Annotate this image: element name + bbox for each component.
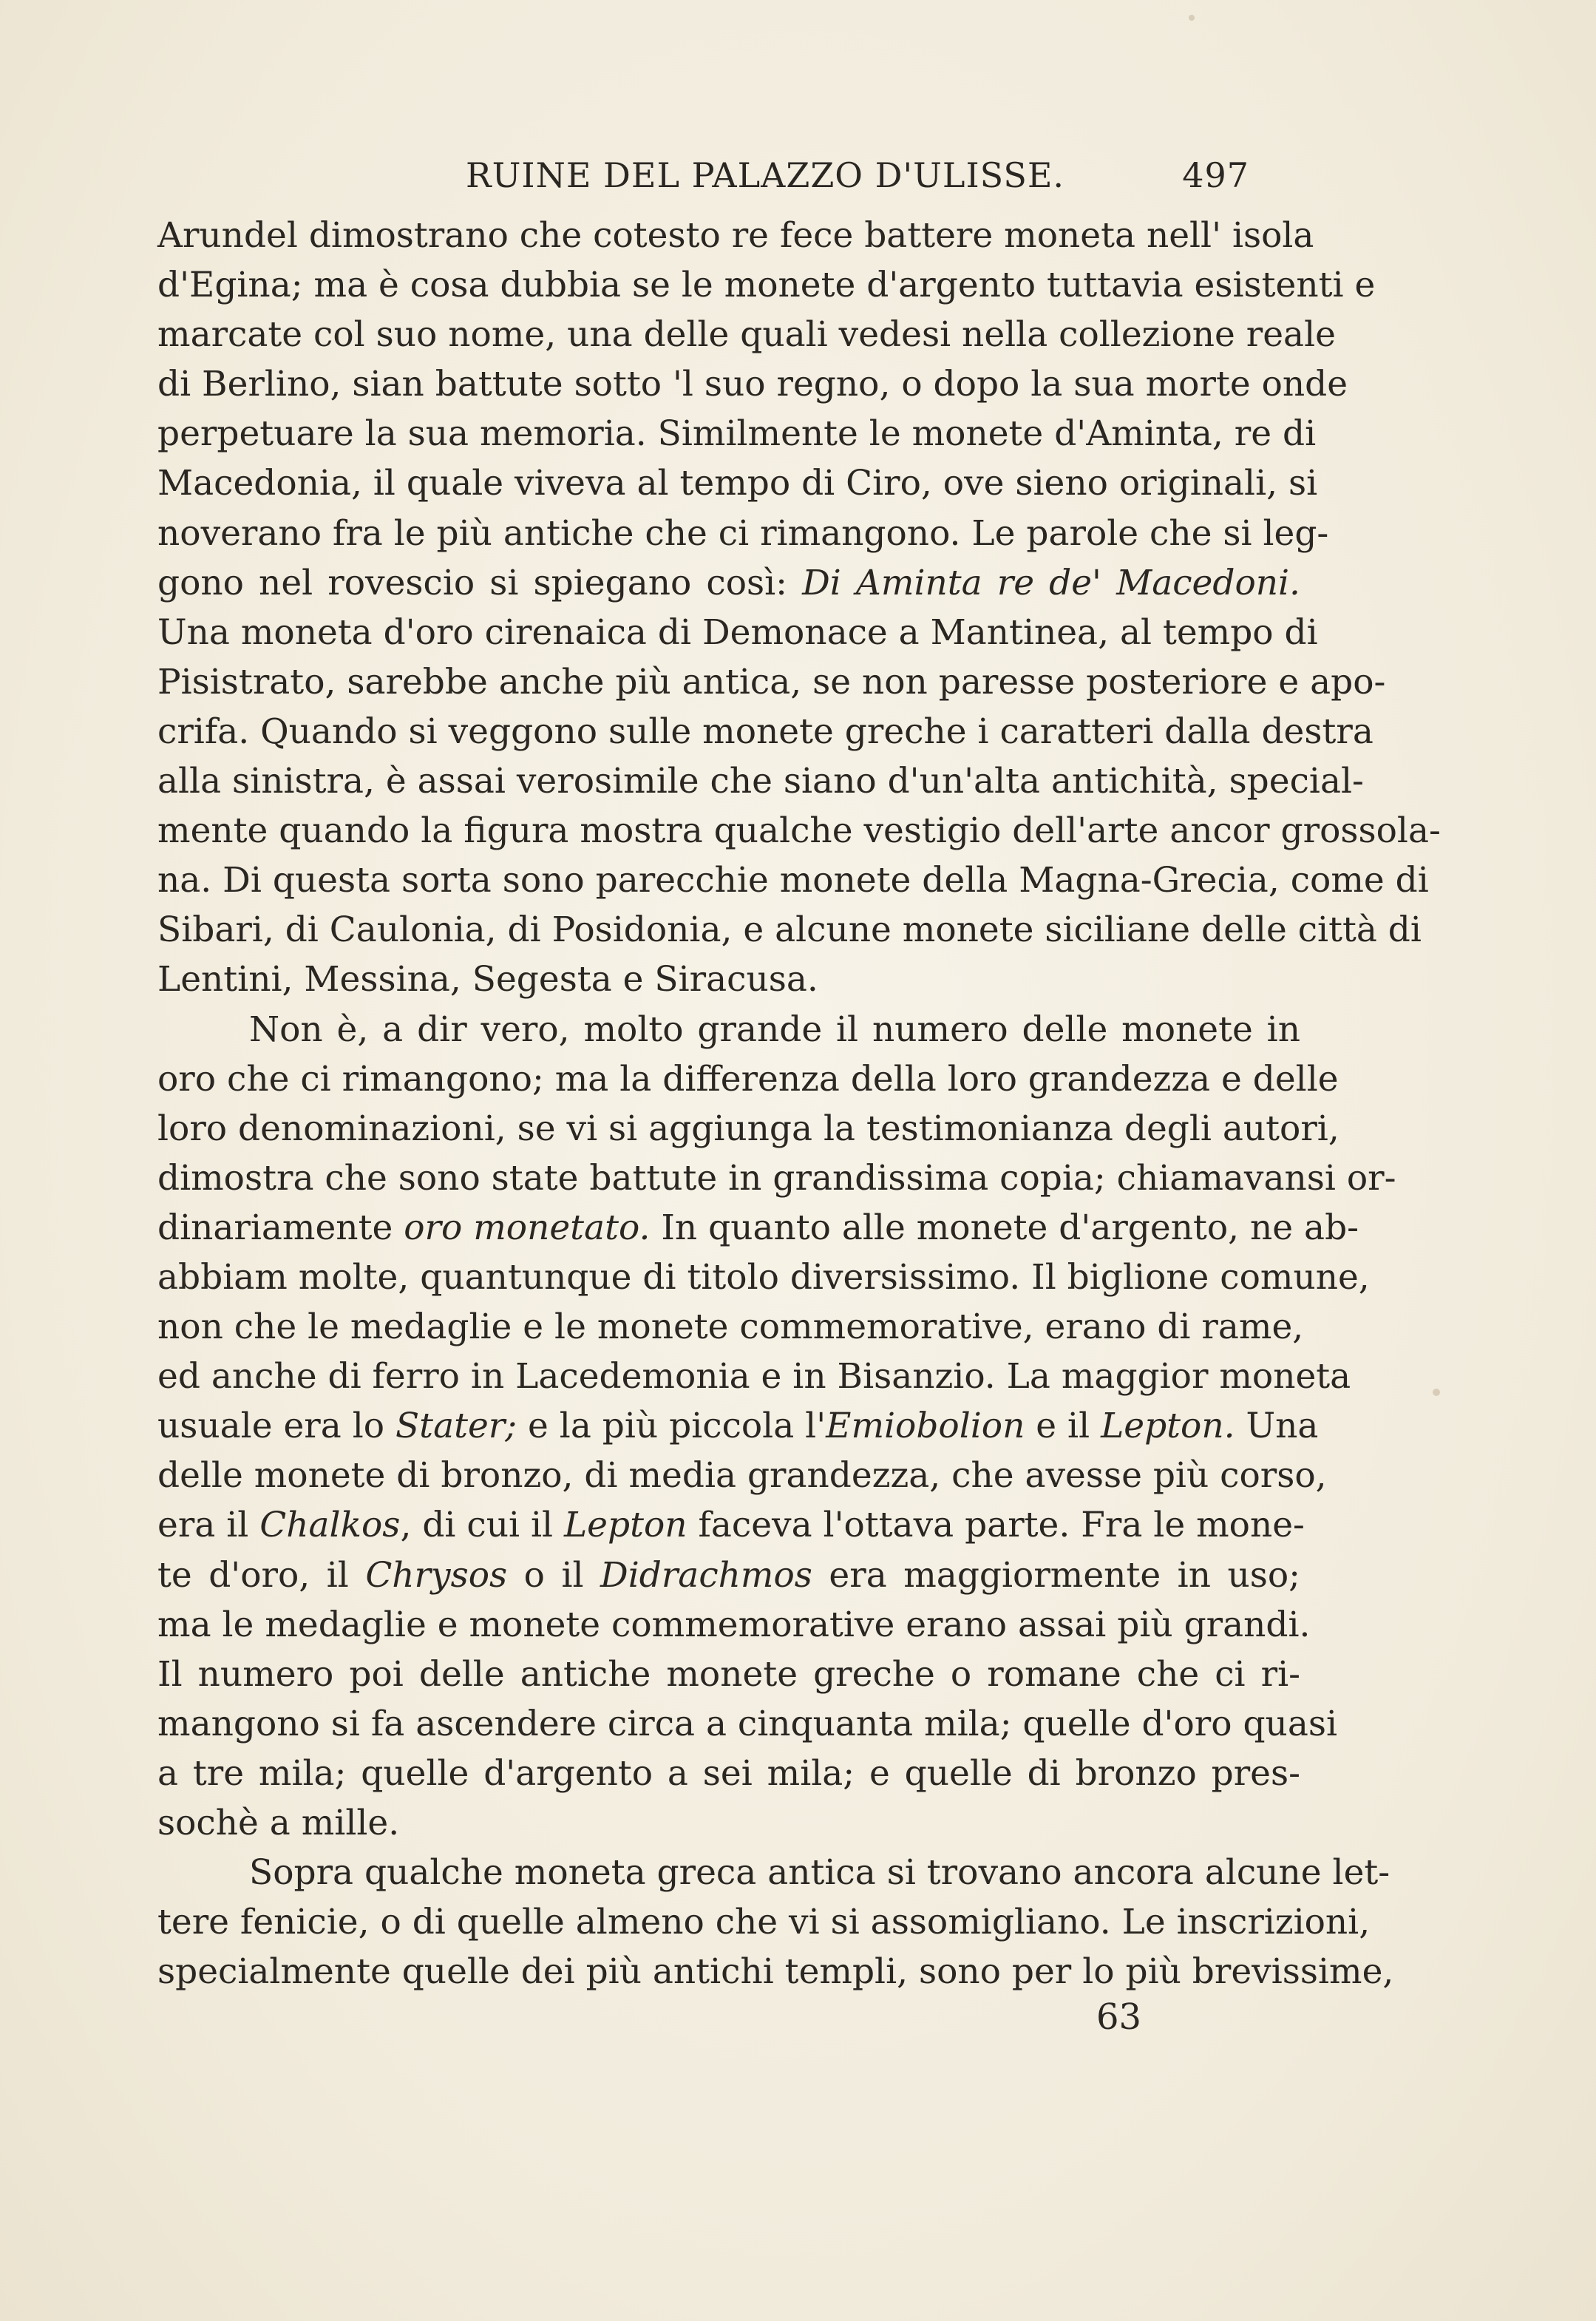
- text-line: non che le medaglie e le monete commemorative, erano di rame,: [157, 1307, 1304, 1348]
- text-line: delle monete di bronzo, di media grandezza, che avesse più corso,: [157, 1455, 1327, 1497]
- italic-phrase: Lepton: [563, 1505, 687, 1546]
- text-line: ma le medaglie e monete commemorative erano assai più grandi.: [157, 1604, 1311, 1645]
- body-text: [157, 211, 1441, 1996]
- italic-phrase: oro monetato.: [404, 1207, 651, 1248]
- text-line: Una moneta d'oro cirenaica di Demonace a Mantinea, al tempo di: [157, 611, 1318, 653]
- italic-phrase: Didrachmos: [600, 1554, 812, 1596]
- text-line: mente quando la figura mostra qualche vestigio dell'arte ancor grossola-: [157, 810, 1441, 852]
- text-line: specialmente quelle dei più antichi templi, sono per lo più brevissime,: [157, 1951, 1394, 1993]
- italic-phrase: Lepton.: [1101, 1406, 1235, 1447]
- text-line: Macedonia, il quale viveva al tempo di Ciro, ove sieno originali, si: [157, 463, 1318, 504]
- text-line: di Berlino, sian battute sotto 'l suo regno, o dopo la sua morte onde: [157, 364, 1348, 405]
- text-line: era il Chalkos, di cui il Lepton faceva l'ottava parte. Fra le mone-: [157, 1505, 1305, 1546]
- text-line: noverano fra le più antiche che ci rimangono. Le parole che si leg-: [157, 512, 1329, 554]
- text-line: dimostra che sono state battute in grandissima copia; chiamavansi or-: [157, 1157, 1396, 1199]
- text-line: marcate col suo nome, una delle quali vedesi nella collezione reale: [157, 314, 1336, 356]
- text-line: a tre mila; quelle d'argento a sei mila; e quelle di bronzo pres-: [157, 1752, 1300, 1794]
- text-line: dinariamente oro monetato. In quanto alle monete d'argento, ne ab-: [157, 1207, 1359, 1248]
- text-line: Non è, a dir vero, molto grande il numero delle monete in: [249, 1009, 1300, 1050]
- text-line: na. Di questa sorta sono parecchie monete della Magna-Grecia, come di: [157, 860, 1429, 901]
- page-header: [466, 155, 1249, 200]
- italic-phrase: Emiobolion: [826, 1406, 1025, 1447]
- text-line: abbiam molte, quantunque di titolo diversissimo. Il biglione comune,: [157, 1256, 1370, 1298]
- italic-phrase: Chrysos: [365, 1554, 508, 1596]
- text-line: Il numero poi delle antiche monete greche o romane che ci ri-: [157, 1653, 1300, 1695]
- paper-speck: [1433, 1389, 1440, 1396]
- text-line: usuale era lo Stater; e la più piccola l'Emiobolion e il Lepton. Una: [157, 1406, 1319, 1447]
- running-title: RUINE DEL PALAZZO D'ULISSE.: [466, 155, 1065, 195]
- page-number: 497: [1182, 155, 1249, 195]
- text-line: ed anche di ferro in Lacedemonia e in Bisanzio. La maggior moneta: [157, 1356, 1351, 1397]
- text-line: alla sinistra, è assai verosimile che siano d'un'alta antichità, special-: [157, 761, 1364, 802]
- paper-speck: [1189, 15, 1195, 21]
- text-line: te d'oro, il Chrysos o il Didrachmos era maggiormente in uso;: [157, 1554, 1301, 1596]
- italic-phrase: Di Aminta re de' Macedoni.: [802, 562, 1300, 603]
- text-line: gono nel rovescio si spiegano così: Di Aminta re de' Macedoni.: [157, 562, 1300, 603]
- text-line: tere fenicie, o di quelle almeno che vi si assomigliano. Le inscrizioni,: [157, 1902, 1371, 1943]
- text-line: crifa. Quando si veggono sulle monete greche i caratteri dalla destra: [157, 711, 1373, 752]
- text-line: perpetuare la sua memoria. Similmente le monete d'Aminta, re di: [157, 413, 1317, 455]
- text-line: mangono si fa ascendere circa a cinquanta mila; quelle d'oro quasi: [157, 1703, 1338, 1744]
- text-line: loro denominazioni, se vi si aggiunga la testimonianza degli autori,: [157, 1108, 1339, 1149]
- text-line: Arundel dimostrano che cotesto re fece battere moneta nell' isola: [157, 215, 1314, 256]
- italic-phrase: Stater;: [395, 1406, 517, 1447]
- text-line: sochè a mille.: [157, 1803, 400, 1843]
- text-line: Pisistrato, sarebbe anche più antica, se non paresse posteriore e apo-: [157, 661, 1386, 702]
- text-line: oro che ci rimangono; ma la differenza della loro grandezza e delle: [157, 1058, 1339, 1099]
- text-line: Sibari, di Caulonia, di Posidonia, e alcune monete siciliane delle città di: [157, 909, 1422, 951]
- italic-phrase: Chalkos: [259, 1505, 401, 1546]
- text-line: Sopra qualche moneta greca antica si trovano ancora alcune let-: [249, 1852, 1390, 1894]
- text-line: d'Egina; ma è cosa dubbia se le monete d'argento tuttavia esistenti e: [157, 265, 1376, 306]
- signature-mark: 63: [1096, 1996, 1142, 2038]
- text-line: Lentini, Messina, Segesta e Siracusa.: [157, 959, 818, 1000]
